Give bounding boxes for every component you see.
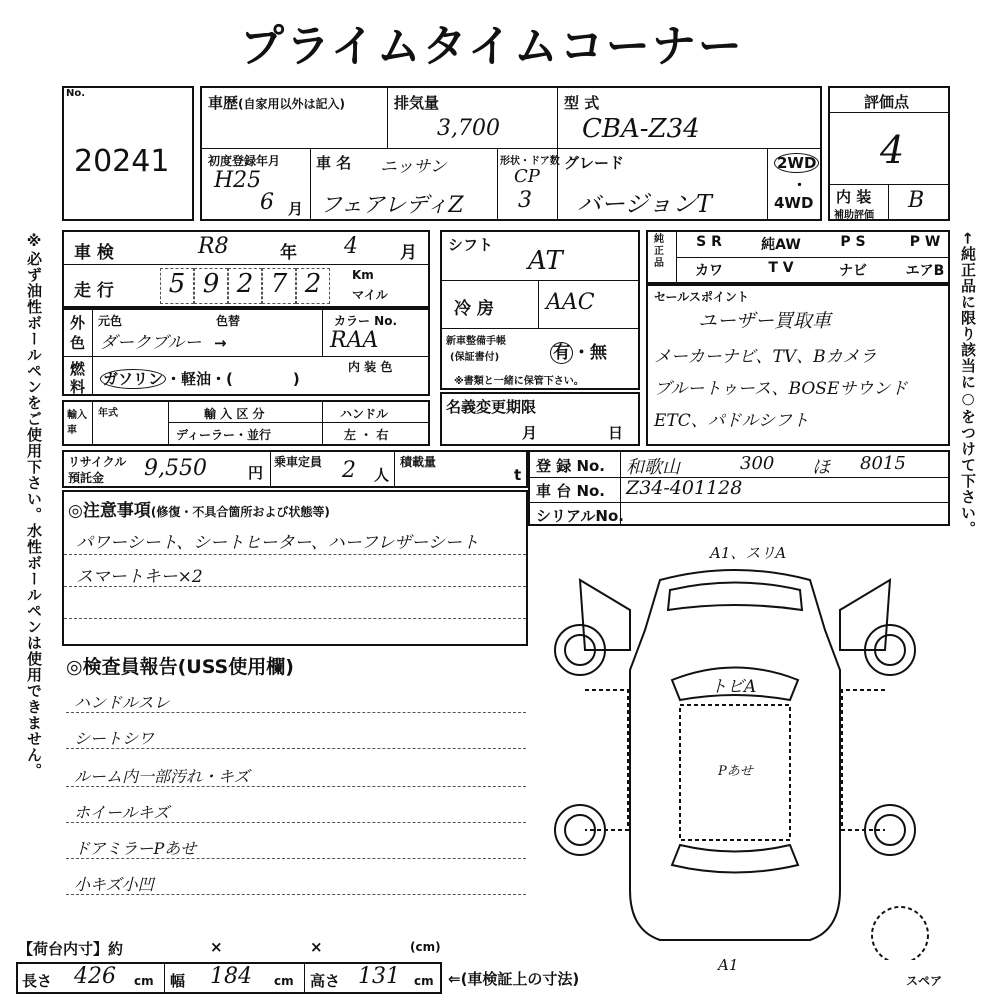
notes-line-1: パワーシート、シートヒーター、ハーフレザーシート xyxy=(76,533,479,553)
inspector-label: ◎検査員報告(USS使用欄) xyxy=(66,656,294,678)
diagram-front-note: A1、スリA xyxy=(710,544,787,562)
equipment-side-note: ←純正品に限り該当に○をつけて下さい。 xyxy=(959,232,977,537)
length-value: 426 xyxy=(74,964,116,989)
notes-line-2: スマートキー×2 xyxy=(76,567,203,587)
shaken-era: R8 xyxy=(198,234,229,259)
car-name-label: 車 名 xyxy=(316,154,352,172)
first-reg-label: 初度登録年月 xyxy=(208,154,281,168)
first-reg-year: H25 xyxy=(214,168,262,193)
equip-sr: S R xyxy=(696,234,722,250)
drive-2wd: 2WD xyxy=(774,154,819,172)
score-value: 4 xyxy=(880,128,905,172)
diagram-center-note: Pあせ xyxy=(718,764,753,779)
inspector-line-1: ハンドルスレ xyxy=(74,693,170,712)
equipment-box: 純正品 S R 純AW P S P W カワ T V ナビ エアB xyxy=(646,230,950,284)
score-label: 評価点 xyxy=(864,93,910,111)
reg-num: 8015 xyxy=(860,453,906,474)
color-code: RAA xyxy=(330,328,379,353)
inspector-line-5: ドアミラーPあせ xyxy=(74,839,197,858)
registration-box: 登 録 No. 車 台 No. シリアルNo. 和歌山 300 ほ 8015 Z34-401128 xyxy=(528,450,950,526)
car-name: フェアレディZ xyxy=(320,193,464,218)
displacement-label: 排気量 xyxy=(394,94,440,112)
shift-box: シフト AT 冷 房 AAC 新車整備手帳 (保証書付) 有 ・無 ※書類と一緒に保管下さい。 xyxy=(440,230,640,390)
reg-kana: ほ xyxy=(812,457,830,478)
dims-note: ⇐(車検証上の寸法) xyxy=(448,970,580,988)
dimensions-box: 長さ 426 cm 幅 184 cm 高さ 131 cm xyxy=(16,962,442,994)
color-box: 外 色 元色 色替 カラー No. ダークブルー → RAA 燃 料 ガソリン ・軽油・( ) 内 装 色 xyxy=(62,308,430,396)
diagram-rear-note: A1 xyxy=(718,956,739,974)
mileage-label: 走 行 xyxy=(74,281,114,301)
height-value: 131 xyxy=(358,964,400,989)
car-diagram xyxy=(540,540,930,960)
car-maker: ニッサン xyxy=(380,157,447,177)
sales-points-box: セールスポイント ユーザー買取車 メーカーナビ、TV、Bカメラ ブルートゥース、BOSEサウンド ETC、パドルシフト xyxy=(646,284,950,446)
grade-label: グレード xyxy=(564,154,625,172)
page-title: プライムタイムコーナー xyxy=(240,21,744,72)
spare-label: スペア xyxy=(906,974,943,988)
cargo-label: 【荷台内寸】約 xyxy=(18,940,124,958)
width-value: 184 xyxy=(210,964,252,989)
inspector-line-3: ルーム内一部汚れ・キズ xyxy=(74,767,250,786)
lot-number-box: No. 20241 xyxy=(62,86,194,221)
inspector-line-2: シートシワ xyxy=(74,729,155,748)
lot-number: 20241 xyxy=(74,144,170,179)
equip-pw: P W xyxy=(909,234,941,250)
recycle-value: 9,550 xyxy=(144,456,207,481)
original-color: ダークブルー xyxy=(100,333,202,353)
mileage-digits: 5 9 2 7 2 xyxy=(160,268,330,304)
interior-score: B xyxy=(908,188,925,213)
capacity-value: 2 xyxy=(342,458,356,483)
fuel-options: ガソリン ・軽油・( ) xyxy=(100,368,300,389)
equip-kawa: カワ xyxy=(695,263,723,279)
equip-navi: ナビ xyxy=(839,263,867,279)
equipment-row-1 xyxy=(680,234,954,254)
name-change-box: 名義変更期限 月 日 xyxy=(440,392,640,446)
score-box: 評価点 4 内 装 補助評価 B xyxy=(828,86,950,221)
inspection-box: 車 検 R8 年 4 月 走 行 5 9 2 7 2 Km マイル xyxy=(62,230,430,308)
equip-airbag: エアB xyxy=(905,263,945,279)
warranty-yes-no: 有 ・無 xyxy=(550,338,607,363)
notes-label: ◎注意事項(修復・不具合箇所および状態等) xyxy=(68,501,330,521)
equipment-row-2 xyxy=(680,260,954,280)
first-reg-month: 6 xyxy=(260,190,274,215)
reg-class: 300 xyxy=(740,453,775,474)
vehicle-header-box: 車歴(自家用以外は記入) 排気量 3,700 型 式 CBA-Z34 初度登録年月 H25 6 月 車 名 ニッサン フェアレディZ 形状・ドア数 CP 3 グレード バージョンT 2WD ・ 4WD xyxy=(200,86,822,221)
equip-ps: P S xyxy=(840,234,866,250)
ac-value: AAC xyxy=(546,290,595,315)
chassis-number: Z34-401128 xyxy=(626,477,743,499)
shape-label: 形状・ドア数 xyxy=(500,156,560,167)
inspector-line-6: 小キズ小凹 xyxy=(74,875,154,894)
displacement-value: 3,700 xyxy=(437,116,500,141)
drive-4wd: 4WD xyxy=(774,194,814,212)
model-label: 型 式 xyxy=(564,94,600,112)
history-label: 車歴(自家用以外は記入) xyxy=(208,94,345,112)
shape-value: CP xyxy=(514,166,540,187)
reg-place: 和歌山 xyxy=(626,457,680,478)
shift-value: AT xyxy=(528,246,563,276)
notes-box xyxy=(62,490,528,646)
model-value: CBA-Z34 xyxy=(582,114,700,144)
inspector-line-4: ホイールキズ xyxy=(74,803,170,822)
left-note: ※必ず油性ボールペンをご使用下さい。水性ボールペンは使用できません。 xyxy=(25,232,43,779)
import-box: 輸入車 年式 輸 入 区 分 ディーラー・並行 ハンドル 左 ・ 右 xyxy=(62,400,430,446)
doors-value: 3 xyxy=(518,188,532,213)
shaken-month: 4 xyxy=(344,234,358,259)
recycle-box: リサイクル 預託金 9,550 円 乗車定員 2 人 積載量 t xyxy=(62,450,528,488)
equip-tv: T V xyxy=(768,260,794,276)
shaken-label: 車 検 xyxy=(74,243,114,263)
equip-aw: 純AW xyxy=(761,237,801,253)
grade-value: バージョンT xyxy=(577,190,713,218)
diagram-roof-note: トビA xyxy=(710,677,757,697)
